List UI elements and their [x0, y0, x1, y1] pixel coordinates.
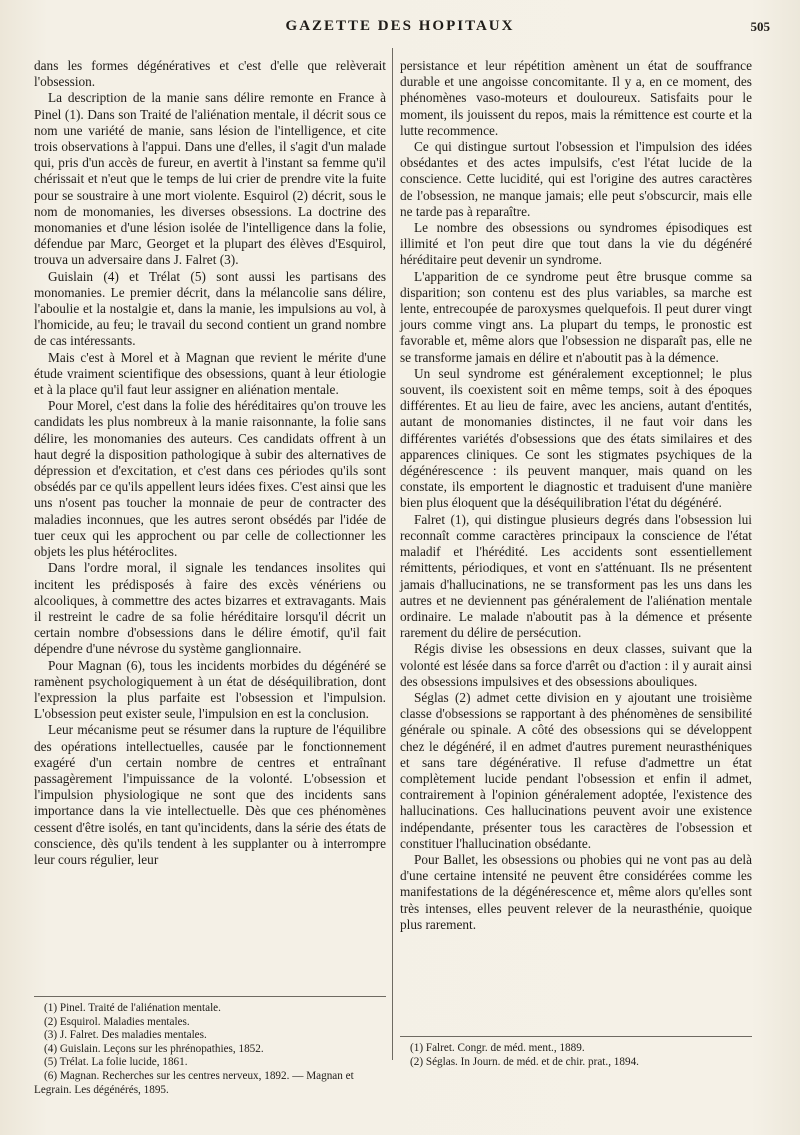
footnote: (2) Séglas. In Journ. de méd. et de chir. prat., 1894.	[410, 1055, 639, 1068]
footnote-separator	[400, 1036, 752, 1037]
journal-title: GAZETTE DES HOPITAUX	[285, 18, 515, 34]
page-number: 505	[750, 19, 770, 34]
left-footnotes	[34, 1002, 386, 1097]
column-divider	[392, 48, 393, 1060]
footnote-separator	[34, 996, 386, 997]
footnote: (1) Falret. Congr. de méd. ment., 1889.	[410, 1042, 585, 1054]
paragraph: persistance et leur répétition amènent un état de souffrance durable et une angoisse concomitante. Il y a, en ce moment, des phénomènes vaso-moteurs et douloureux. Satisfaits pour le moment, ils jouissent du repos, mais la rémittence est courte et la lutte recommence.	[400, 58, 752, 138]
footnote: (3) J. Falret. Des maladies mentales.	[44, 1029, 207, 1042]
paragraph: Un seul syndrome est généralement exceptionnel; le plus souvent, ils coexistent soit en même temps, soit à des époques différentes. Et au lieu de faire, avec les anciens, autant d'entités, autant de monomanies distinctes, il ne faut voir dans les différentes variétés d'obsessions que des états similaires et des apparences cliniques. Ce sont les stigmates psychiques de la dégénérescence : ils peuvent manquer, mais quand on les constate, ils emportent le diagnostic et traduisent d'une manière bien plus éloquent que la déséquilibration l'état du dégénéré.	[400, 365, 752, 511]
paragraph: L'apparition de ce syndrome peut être brusque comme sa disparition; son contenu est des plus variables, sa marche est lente, entrecoupée de paroxysmes quelquefois. Il peut durer vingt jours comme vingt ans. La plupart du temps, le pronostic est favorable et, même alors que l'obsession ne disparaît pas, elle ne se transforme jamais en délire et n'aboutit pas à la démence.	[400, 268, 752, 365]
paragraph: dans les formes dégénératives et c'est d'elle que relèverait l'obsession.	[34, 58, 386, 90]
paragraph: Régis divise les obsessions en deux classes, suivant que la volonté est lésée dans sa force d'arrêt ou d'action : il y aurait ainsi des obsessions impulsives et des obsessions abouliques.	[400, 641, 752, 689]
footnote: (4) Guislain. Leçons sur les phrénopathies, 1852.	[44, 1042, 264, 1055]
footnote: (6) Magnan. Recherches sur les centres nerveux, 1892. — Magnan et Legrain. Les dégénérés, 1895.	[34, 1069, 354, 1096]
paragraph: Dans l'ordre moral, il signale les tendances insolites qui incitent les prédisposés à faire des excès vénériens ou alcooliques, à commettre des actes bizarres et extravagants. Mais il restreint le cadre de sa folie héréditaire lorsqu'il décrit un certain nombre d'obsessions dans le délire émotif, qu'il fait dépendre d'une névrose du système ganglionnaire.	[34, 560, 386, 657]
right-footnotes	[400, 1042, 752, 1069]
paragraph: Guislain (4) et Trélat (5) sont aussi les partisans des monomanies. Le premier décrit, dans la mélancolie sans délire, l'aboulie et la nostalgie et, dans la manie, les impulsions au vol, à l'homicide, au feu; le travail du second contient un grand nombre de cas intéressants.	[34, 268, 386, 349]
page-header	[30, 18, 770, 40]
paragraph: Pour Ballet, les obsessions ou phobies qui ne vont pas au delà d'une certaine intensité ne peuvent être considérées comme les manifestations de la dégénérescence et, même alors qu'elles sont très intenses, elles peuvent relever de la neurasthénie, quoique plus rarement.	[400, 851, 752, 932]
paragraph: Pour Magnan (6), tous les incidents morbides du dégénéré se ramènent psychologiquement à un état de déséquilibration, dont l'expression la plus parfaite est l'obsession et l'impulsion. L'obsession peut exister seule, l'impulsion en est la conclusion.	[34, 657, 386, 722]
paragraph: Pour Morel, c'est dans la folie des héréditaires qu'on trouve les candidats les plus nombreux à la manie raisonnante, la folie sans délire, les monomanies des auteurs. Ces candidats offrent à un haut degré la disposition pathologique à subir des alternatives de dépression et d'excitation, et c'est dans ces périodes qu'ils sont obsédés par ce qu'ils appellent leurs idées fixes. C'est ainsi que les uns n'osent pas toucher la monnaie de peur de contracter des maladies inconnues, que les autres seront obsédés par l'idée de tuer ceux qui les approchent ou par celle de collectionner les objets les plus hétéroclites.	[34, 398, 386, 560]
paragraph: Leur mécanisme peut se résumer dans la rupture de l'équilibre des opérations intellectuelles, causée par le fonctionnement exagéré d'un certain nombre de centres et entraînant passagèrement l'impuissance de la volonté. L'obsession et l'impulsion physiologique ne sont que des incidents sans importance dans la vie intellectuelle. Dès que ces phénomènes cessent d'être isolés, en tant qu'incidents, dans la série des états de conscience, dès qu'ils tendent à les supplanter ou à interrompre leur cours régulier, leur	[34, 722, 386, 867]
left-column	[34, 58, 386, 868]
paragraph: Le nombre des obsessions ou syndromes épisodiques est illimité et l'on peut dire que tout dans la vie du dégénéré héréditaire peut devenir un syndrome.	[400, 220, 752, 268]
footnote: (5) Trélat. La folie lucide, 1861.	[44, 1056, 188, 1069]
paragraph: La description de la manie sans délire remonte en France à Pinel (1). Dans son Traité de l'aliénation mentale, il décrit sous ce nom une variété de manie, sans lésion de l'intelligence, et cite trois observations à l'appui. Dans une d'elles, il s'agit d'un malade qui, pris d'un accès de fureur, en avertit à l'instant sa femme qu'il chérissait et n'eut que le temps de lui crier de prendre vite la fuite pour se soustraire à une mort violente. Esquirol (2) décrit, sous le nom de monomanies, les diverses obsessions. La doctrine des monomanies et d'une lésion isolée de l'intelligence dans la folie, défendue par Marc, Georget et la plupart des élèves d'Esquirol, trouva un adversaire dans J. Falret (3).	[34, 90, 386, 268]
paragraph: Ce qui distingue surtout l'obsession et l'impulsion des idées obsédantes et des actes impulsifs, c'est l'état lucide de la conscience. Cette lucidité, qui est l'origine des autres caractères de l'obsession, ne manque jamais; elle peut s'obscurcir, mais elle ne tarde pas à reparaître.	[400, 139, 752, 219]
footnote: (2) Esquirol. Maladies mentales.	[44, 1015, 190, 1028]
paragraph: Falret (1), qui distingue plusieurs degrés dans l'obsession lui reconnaît comme caractères principaux la conscience de l'état maladif et l'hérédité. Les accidents sont essentiellement rémittents, périodiques, et vont en s'atténuant. Ils ne présentent jamais d'hallucinations, ne se transforment pas les uns dans les autres et ne deviennent pas généralement de l'aliénation mentale ordinaire. Le malade n'aboutit pas à la démence et présente rarement du délire de persécution.	[400, 511, 752, 641]
paragraph: Mais c'est à Morel et à Magnan que revient le mérite d'une étude vraiment scientifique des obsessions, quant à leur étiologie et à la place qu'il faut leur assigner en aliénation mentale.	[34, 349, 386, 398]
right-column	[400, 58, 752, 933]
paragraph: Séglas (2) admet cette division en y ajoutant une troisième classe d'obsessions se rapportant à des phénomènes de sensibilité générale ou spinale. A côté des obsessions qui se développent chez le dégénéré, il en admet d'autres purement neurasthéniques et sans tare dégénérative. Il refuse d'admettre un état complètement lucide pendant l'obsession et enfin il admet, contrairement à l'opinion généralement adoptée, l'existence des hallucinations. Ces hallucinations peuvent avoir une existence indépendante, présenter tous les caractères de l'obsession et constituer l'hallucination obsédante.	[400, 689, 752, 851]
footnote: (1) Pinel. Traité de l'aliénation mentale.	[44, 1002, 221, 1014]
